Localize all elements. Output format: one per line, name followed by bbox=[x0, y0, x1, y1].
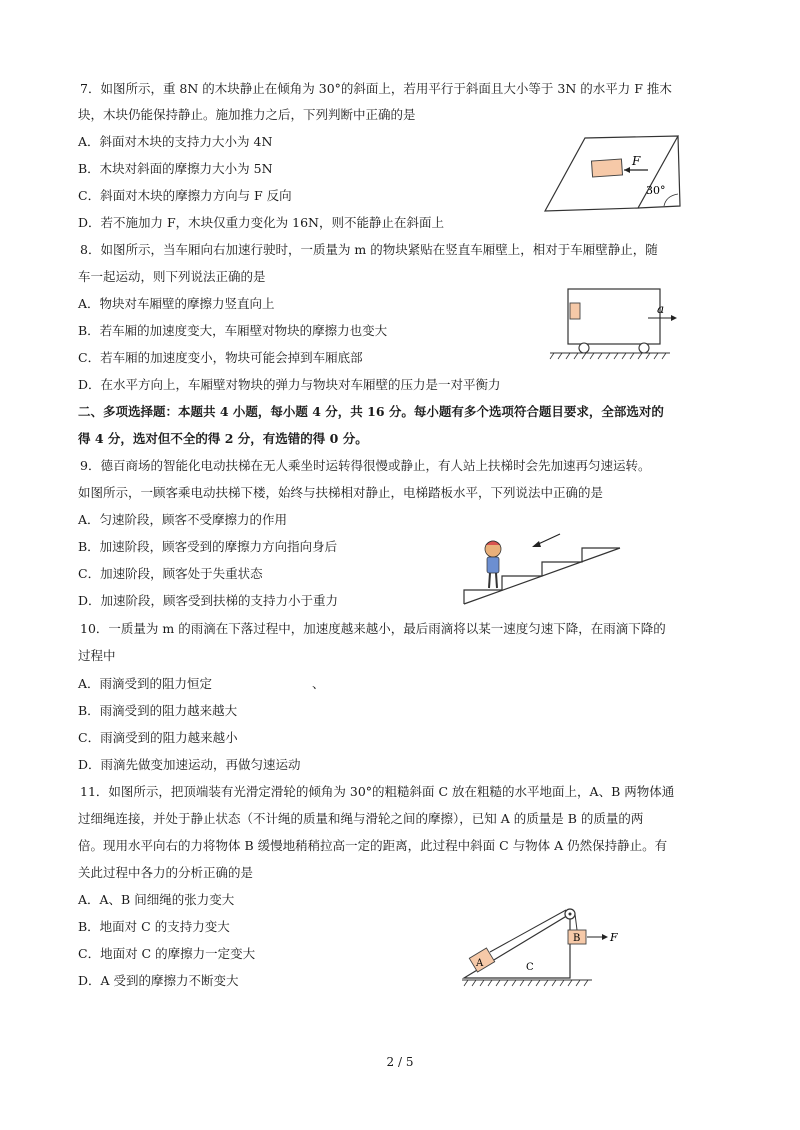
q11-option-a: A．A、B 间细绳的张力变大 bbox=[78, 892, 235, 907]
accel-arrowhead bbox=[671, 315, 677, 321]
q9-escalator-figure bbox=[462, 528, 632, 608]
page-number: 2 / 5 bbox=[386, 1055, 414, 1069]
q9-option-a: A．匀速阶段，顾客不受摩擦力的作用 bbox=[78, 512, 288, 527]
q7-incline-figure bbox=[540, 128, 690, 218]
stray-mark: 、 bbox=[312, 676, 325, 691]
q8-stem-line1: 8．如图所示，当车厢向右加速行驶时，一质量为 m 的物块紧贴在竖直车厢壁上，相对于车厢壁静止，随 bbox=[80, 242, 658, 257]
angle-label: 30° bbox=[646, 184, 666, 197]
q11-option-b: B．地面对 C 的支持力变大 bbox=[78, 919, 230, 934]
q8-option-a: A．物块对车厢壁的摩擦力竖直向上 bbox=[78, 296, 275, 311]
q7-option-a: A．斜面对木块的支持力大小为 4N bbox=[78, 134, 273, 149]
customer-figure bbox=[485, 541, 501, 588]
force-arrowhead bbox=[624, 167, 630, 173]
motion-arrowhead bbox=[532, 541, 541, 547]
cart-body bbox=[568, 289, 660, 344]
q9-stem-line2: 如图所示，一顾客乘电动扶梯下楼，始终与扶梯相对静止，电梯踏板水平，下列说法中正确的是 bbox=[78, 485, 604, 500]
q10-option-c: C．雨滴受到的阻力越来越小 bbox=[78, 730, 238, 745]
q11-stem-line2: 过细绳连接，并处于静止状态（不计绳的质量和绳与滑轮之间的摩擦），已知 A 的质量是 B 的质量的两 bbox=[78, 811, 644, 826]
q8-option-b: B．若车厢的加速度变大，车厢壁对物块的摩擦力也变大 bbox=[78, 323, 388, 338]
ground-hatch bbox=[550, 353, 666, 359]
cart-wheel-left bbox=[579, 343, 589, 353]
q10-stem-line1: 10．一质量为 m 的雨滴在下落过程中，加速度越来越小，最后雨滴将以某一速度匀速下降，在雨滴下降的 bbox=[80, 621, 666, 636]
q11-pulley-incline-figure bbox=[460, 902, 630, 990]
rope-to-b bbox=[575, 914, 577, 930]
q8-option-d: D．在水平方向上，车厢壁对物块的弹力与物块对车厢壁的压力是一对平衡力 bbox=[78, 377, 501, 392]
ground-hatch bbox=[464, 980, 588, 986]
q8-cart-figure bbox=[548, 285, 678, 365]
force-label: F bbox=[632, 154, 641, 168]
q8-stem-line2: 车一起运动，则下列说法正确的是 bbox=[78, 269, 266, 284]
q11-option-d: D．A 受到的摩擦力不断变大 bbox=[78, 973, 239, 988]
q7-stem-line2: 块，木块仍能保持静止。施加推力之后，下列判断中正确的是 bbox=[78, 107, 416, 122]
q8-option-c: C．若车厢的加速度变小，物块可能会掉到车厢底部 bbox=[78, 350, 363, 365]
label-a: A bbox=[476, 958, 484, 969]
q10-option-a: A．雨滴受到的阻力恒定 bbox=[78, 676, 213, 691]
q9-option-b: B．加速阶段，顾客受到的摩擦力方向指向身后 bbox=[78, 539, 338, 554]
label-b: B bbox=[573, 933, 581, 944]
q10-stem-line2: 过程中 bbox=[78, 648, 116, 663]
pulley-axle bbox=[569, 913, 572, 916]
q7-option-b: B．木块对斜面的摩擦力大小为 5N bbox=[78, 161, 273, 176]
block-on-wall bbox=[570, 303, 580, 319]
pull-force-label: F bbox=[610, 931, 618, 944]
wood-block bbox=[591, 159, 622, 177]
q7-option-d: D．若不施加力 F，木块仅重力变化为 16N，则不能静止在斜面上 bbox=[78, 215, 444, 230]
escalator-incline bbox=[464, 548, 620, 604]
q7-option-c: C．斜面对木块的摩擦力方向与 F 反向 bbox=[78, 188, 292, 203]
pull-force-arrowhead bbox=[602, 934, 608, 940]
q10-option-b: B．雨滴受到的阻力越来越大 bbox=[78, 703, 238, 718]
section2-title-line1: 二、多项选择题：本题共 4 小题，每小题 4 分，共 16 分。每小题有多个选项符合题目要求，全部选对的 bbox=[78, 404, 664, 419]
q9-option-c: C．加速阶段，顾客处于失重状态 bbox=[78, 566, 263, 581]
rope-to-a bbox=[490, 910, 566, 952]
accel-label: a bbox=[657, 302, 665, 316]
q7-stem-line1: 7．如图所示，重 8N 的木块静止在倾角为 30°的斜面上，若用平行于斜面且大小等于 3N 的水平力 F 推木 bbox=[80, 81, 672, 96]
cart-wheel-right bbox=[639, 343, 649, 353]
angle-arc bbox=[664, 194, 678, 206]
q11-stem-line3: 倍。现用水平向右的力将物体 B 缓慢地稍稍拉高一定的距离，此过程中斜面 C 与物体 A 仍然保持静止。有 bbox=[78, 838, 668, 853]
label-c: C bbox=[526, 962, 534, 973]
q11-stem-line4: 关此过程中各力的分析正确的是 bbox=[78, 865, 254, 880]
q11-stem-line1: 11．如图所示，把顶端装有光滑定滑轮的倾角为 30°的粗糙斜面 C 放在粗糙的水平地面上，A、B 两物体通 bbox=[80, 784, 675, 799]
q11-option-c: C．地面对 C 的摩擦力一定变大 bbox=[78, 946, 256, 961]
q9-option-d: D．加速阶段，顾客受到扶梯的支持力小于重力 bbox=[78, 593, 339, 608]
section2-title-line2: 得 4 分，选对但不全的得 2 分，有选错的得 0 分。 bbox=[78, 431, 368, 446]
q9-stem-line1: 9．德百商场的智能化电动扶梯在无人乘坐时运转得很慢或静止，有人站上扶梯时会先加速再匀速运转。 bbox=[80, 458, 651, 473]
q10-option-d: D．雨滴先做变加速运动，再做匀速运动 bbox=[78, 757, 301, 772]
